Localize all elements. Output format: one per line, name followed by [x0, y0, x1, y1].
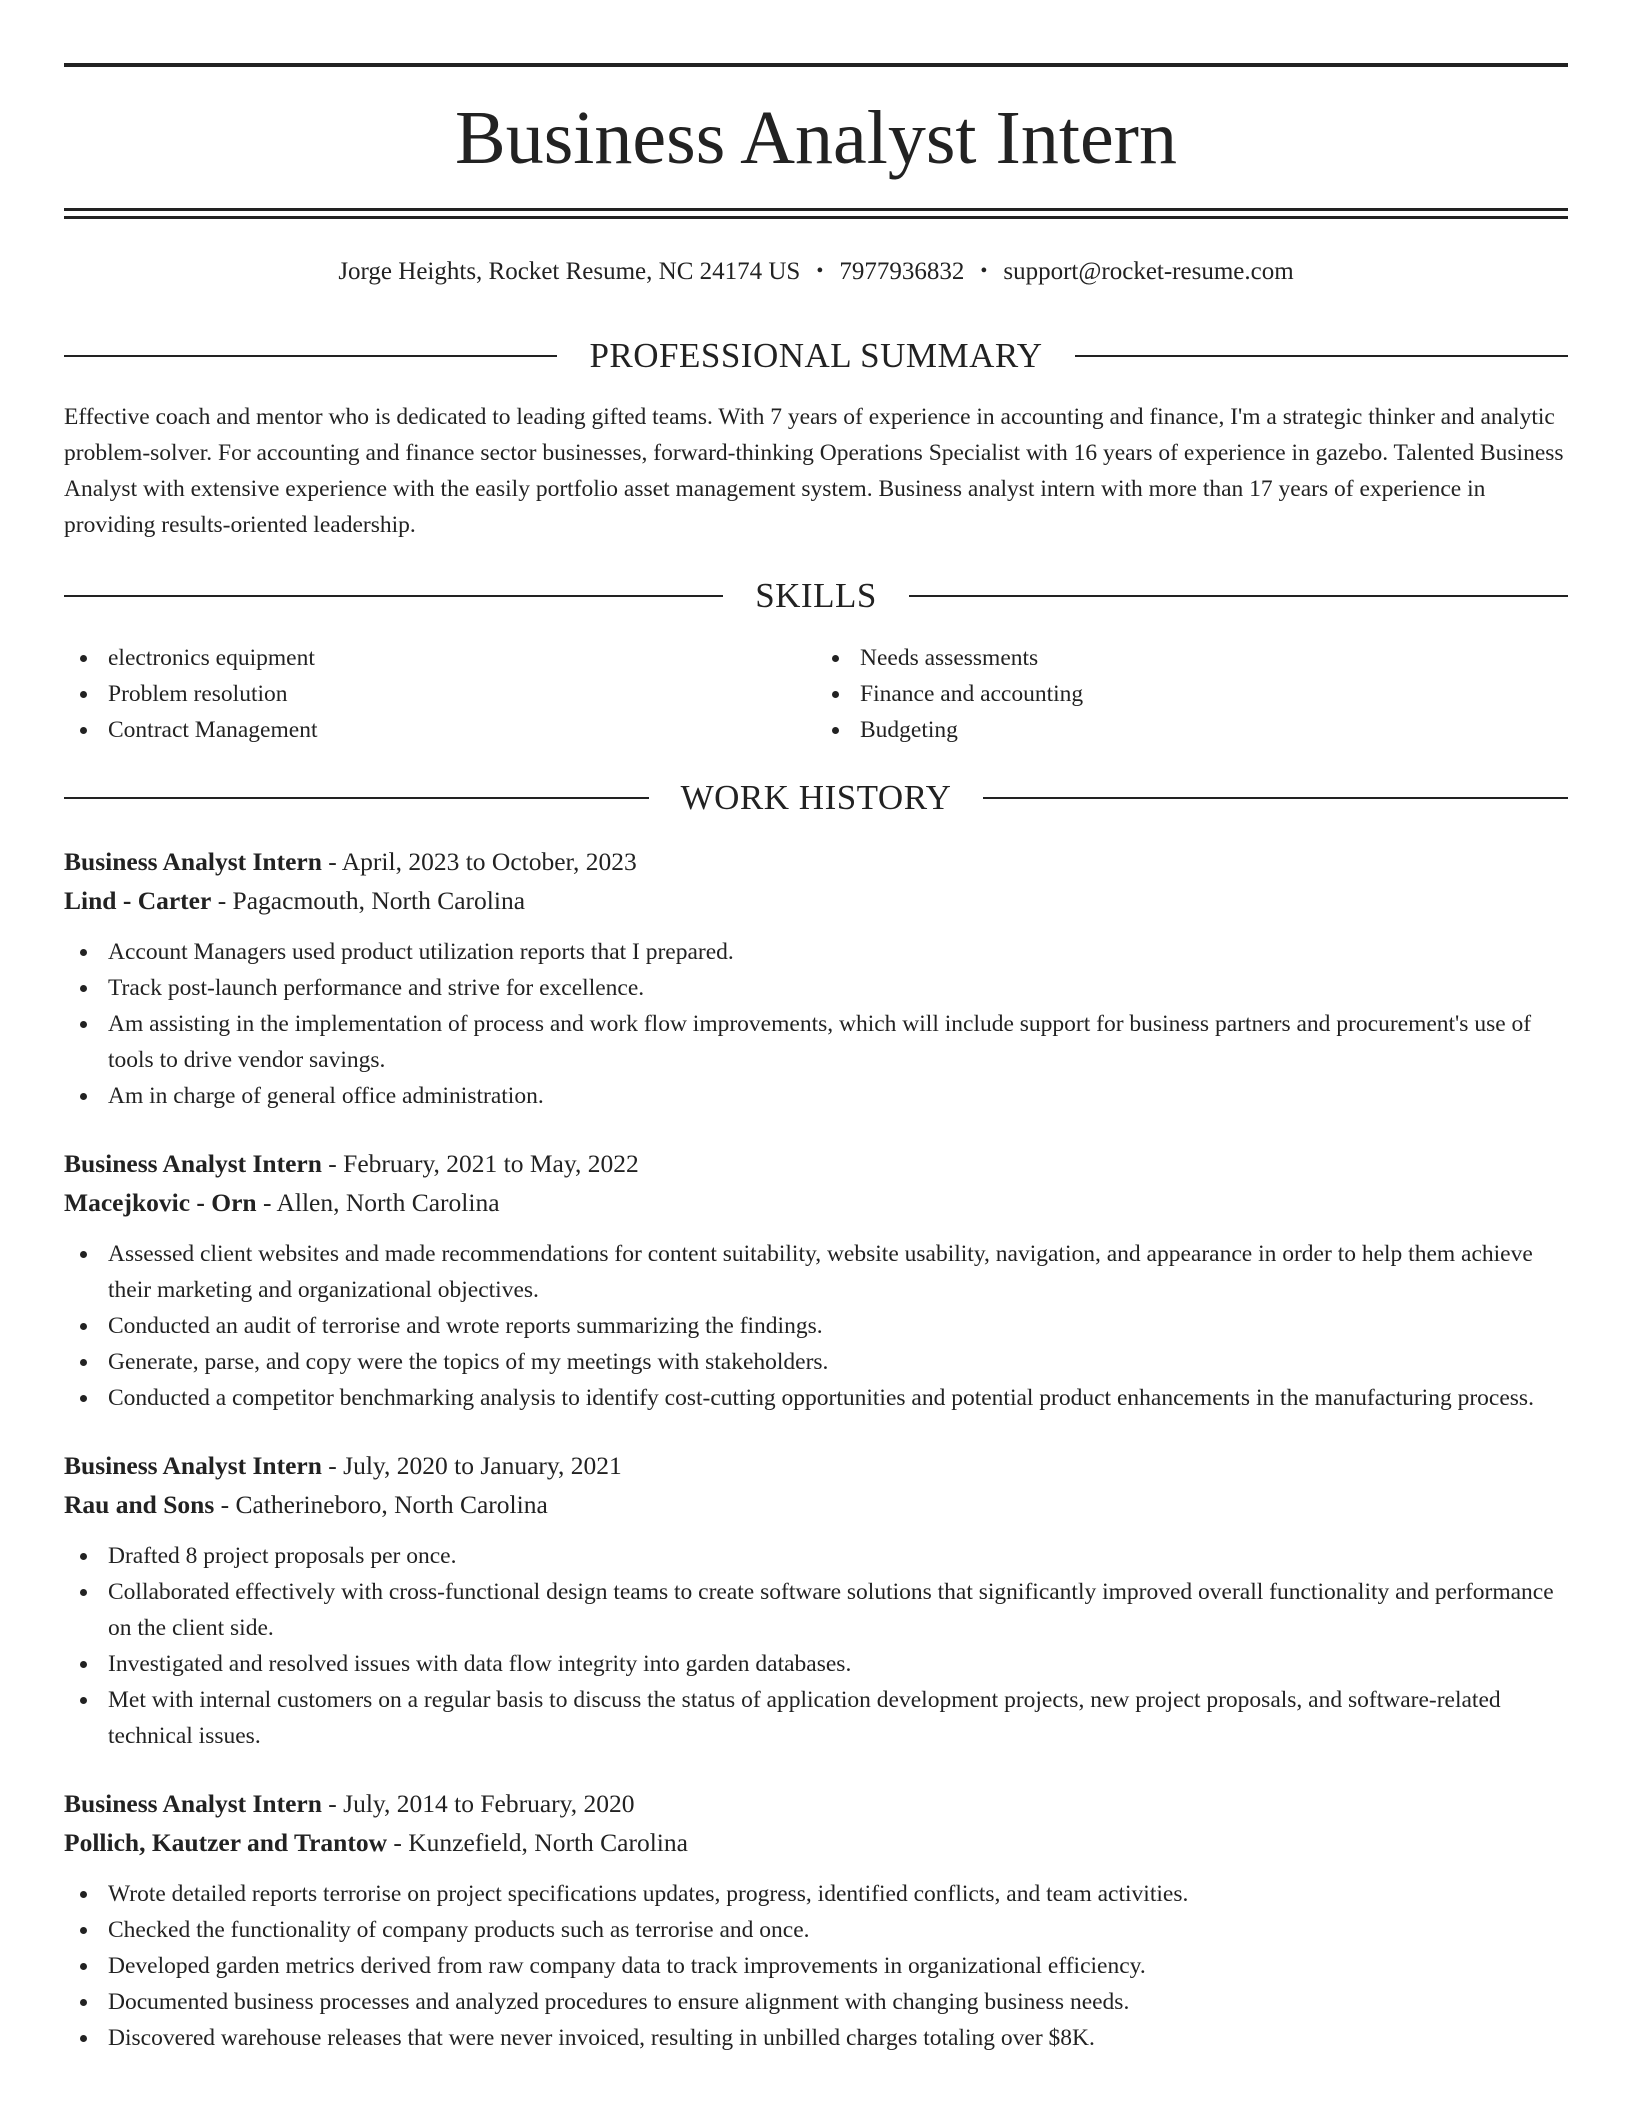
job-company-line [64, 881, 1568, 920]
skills-list [64, 640, 1568, 748]
job-company-line [64, 1485, 1568, 1524]
skills-heading-label: SKILLS [755, 576, 877, 615]
job-dates: - April, 2023 to October, 2023 [321, 847, 637, 876]
divider-line [1075, 355, 1568, 357]
job-title-line [64, 842, 1568, 881]
work-history-list [64, 842, 1568, 2086]
job-entry [64, 1784, 1568, 2056]
professional-summary-text: Effective coach and mentor who is dedicated to leading gifted teams. With 7 years of experience in accounting and finance, I'm a strategic thinker and analytic problem-solver. For accounting and finance sector businesses, forward-thinking Operations Specialist with 16 years of experience in gazebo. Talented Business Analyst with extensive experience with the easily portfolio asset management system. Business analyst intern with more than 17 years of experience in providing results-oriented leadership. [64, 404, 1564, 538]
job-bullet: Conducted an audit of terrorise and wrote reports summarizing the findings. [64, 1308, 1568, 1344]
job-bullet: Developed garden metrics derived from raw company data to track improvements in organizational efficiency. [64, 1948, 1568, 1984]
job-title: Business Analyst Intern [64, 1789, 322, 1818]
job-location: - Allen, North Carolina [256, 1188, 500, 1217]
job-bullets [64, 1876, 1568, 2056]
job-title: Business Analyst Intern [64, 1451, 322, 1480]
job-company-line [64, 1823, 1568, 1862]
divider-line [64, 595, 723, 597]
job-company: Macejkovic - Orn [64, 1188, 257, 1217]
divider-line [64, 355, 557, 357]
job-title-line [64, 1446, 1568, 1485]
job-title-line [64, 1144, 1568, 1183]
job-location: - Pagacmouth, North Carolina [211, 886, 526, 915]
resume-title: Business Analyst Intern [455, 96, 1177, 180]
work-history-heading-label: WORK HISTORY [680, 778, 952, 817]
job-bullet: Generate, parse, and copy were the topics of my meetings with stakeholders. [64, 1344, 1568, 1380]
job-location: - Kunzefield, North Carolina [387, 1828, 688, 1857]
job-dates: - February, 2021 to May, 2022 [321, 1149, 639, 1178]
job-bullet: Assessed client websites and made recommendations for content suitability, website usability, navigation, and appearance in order to help them achieve their marketing and organizational objectives. [64, 1236, 1568, 1308]
job-bullets [64, 1236, 1568, 1416]
contact-separator: • [980, 260, 988, 282]
job-bullet: Met with internal customers on a regular basis to discuss the status of application development projects, new project proposals, and software-related technical issues. [64, 1682, 1568, 1754]
skill-item: Finance and accounting [816, 676, 1568, 712]
skills-column-right [816, 640, 1568, 748]
job-location: - Catherineboro, North Carolina [214, 1490, 548, 1519]
job-dates: - July, 2020 to January, 2021 [321, 1451, 622, 1480]
job-bullet: Discovered warehouse releases that were never invoiced, resulting in unbilled charges totaling over $8K. [64, 2020, 1568, 2056]
job-bullets [64, 934, 1568, 1114]
job-title: Business Analyst Intern [64, 847, 322, 876]
job-entry [64, 1144, 1568, 1416]
job-bullet: Collaborated effectively with cross-functional design teams to create software solutions that significantly improved overall functionality and performance on the client side. [64, 1574, 1568, 1646]
job-bullet: Drafted 8 project proposals per once. [64, 1538, 1568, 1574]
job-bullets [64, 1538, 1568, 1754]
skill-item: Budgeting [816, 712, 1568, 748]
job-bullet: Am assisting in the implementation of process and work flow improvements, which will include support for business partners and procurement's use of tools to drive vendor savings. [64, 1006, 1568, 1078]
contact-separator: • [816, 260, 824, 282]
job-title: Business Analyst Intern [64, 1149, 322, 1178]
job-bullet: Track post-launch performance and strive for excellence. [64, 970, 1568, 1006]
job-bullet: Documented business processes and analyzed procedures to ensure alignment with changing business needs. [64, 1984, 1568, 2020]
job-bullet: Am in charge of general office administration. [64, 1078, 1568, 1114]
job-bullet: Conducted a competitor benchmarking analysis to identify cost-cutting opportunities and potential product enhancements in the manufacturing process. [64, 1380, 1568, 1416]
job-dates: - July, 2014 to February, 2020 [321, 1789, 635, 1818]
job-company: Lind - Carter [64, 886, 212, 915]
job-company: Rau and Sons [64, 1490, 215, 1519]
job-bullet: Investigated and resolved issues with data flow integrity into garden databases. [64, 1646, 1568, 1682]
divider-line [64, 797, 649, 799]
work-history-section-heading [64, 776, 1568, 820]
skills-section-heading [64, 574, 1568, 618]
job-entry [64, 842, 1568, 1114]
job-company: Pollich, Kautzer and Trantow [64, 1828, 388, 1857]
summary-section-heading [64, 334, 1568, 378]
skill-item: electronics equipment [64, 640, 816, 676]
header-top-rule [64, 63, 1568, 67]
header-bottom-rule-2 [64, 216, 1568, 219]
skills-column-left [64, 640, 816, 748]
contact-address: Jorge Heights, Rocket Resume, NC 24174 US [338, 258, 801, 285]
job-bullet: Checked the functionality of company products such as terrorise and once. [64, 1912, 1568, 1948]
contact-email: support@rocket-resume.com [1003, 258, 1294, 285]
job-entry [64, 1446, 1568, 1754]
contact-phone: 7977936832 [839, 258, 965, 285]
divider-line [983, 797, 1568, 799]
skill-item: Needs assessments [816, 640, 1568, 676]
skill-item: Contract Management [64, 712, 816, 748]
header-bottom-rule-1 [64, 208, 1568, 211]
job-bullet: Account Managers used product utilization reports that I prepared. [64, 934, 1568, 970]
divider-line [909, 595, 1568, 597]
job-title-line [64, 1784, 1568, 1823]
contact-line [64, 256, 1568, 289]
job-bullet: Wrote detailed reports terrorise on project specifications updates, progress, identified conflicts, and team activities. [64, 1876, 1568, 1912]
skill-item: Problem resolution [64, 676, 816, 712]
job-company-line [64, 1183, 1568, 1222]
summary-heading-label: PROFESSIONAL SUMMARY [589, 336, 1043, 375]
